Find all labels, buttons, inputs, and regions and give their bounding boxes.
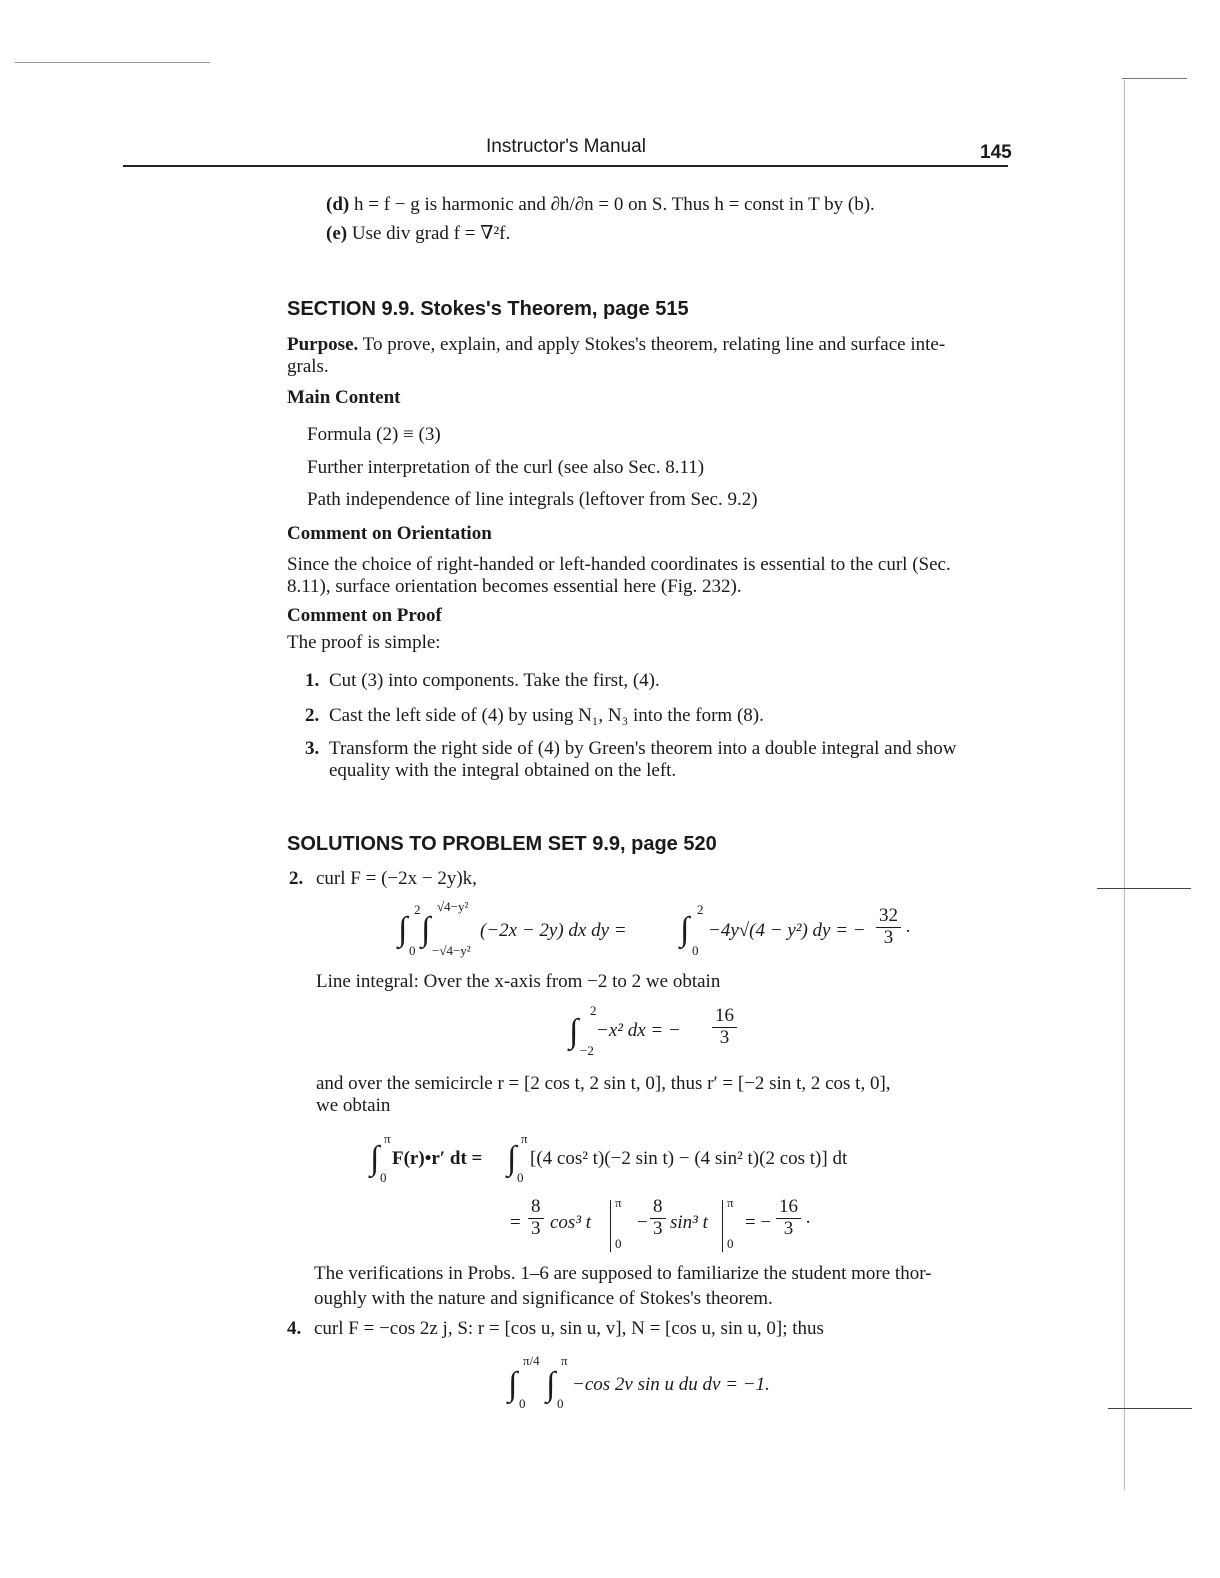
- item-d-label: (d): [326, 194, 350, 215]
- p4-limit-upper-outer: π/4: [523, 1353, 540, 1368]
- verifications-line-2: oughly with the nature and significance of Stokes's theorem.: [314, 1288, 773, 1309]
- p2-double-integrand: (−2x − 2y) dx dy =: [480, 920, 627, 941]
- result-frac2-num: 8: [650, 1197, 666, 1219]
- proof-step-2-num: 2.: [305, 705, 320, 726]
- p2-frac-den: 3: [883, 926, 894, 948]
- result-frac-3: [776, 1197, 811, 1240]
- p2-single-integrand: −4y√(4 − y²) dy = −: [708, 920, 866, 941]
- semicircle-line-2: we obtain: [316, 1095, 391, 1116]
- p2-limit-upper-inner: √4−y²: [437, 899, 469, 914]
- proof-intro: The proof is simple:: [287, 632, 441, 653]
- p4-integral-sign-1: ∫: [508, 1366, 518, 1403]
- p2-limit-upper-single: 2: [697, 902, 704, 917]
- eval-upper-2: π: [727, 1195, 734, 1210]
- orientation-heading: Comment on Orientation: [287, 523, 492, 544]
- eval-lower-2: 0: [727, 1236, 734, 1251]
- x-integral-sign: ∫: [569, 1013, 579, 1050]
- main-content-heading: Main Content: [287, 387, 401, 408]
- result-frac1-num: 8: [528, 1197, 544, 1219]
- p4-limit-lower-inner: 0: [557, 1396, 564, 1411]
- purpose-line-1: [287, 334, 945, 356]
- f-integral-sign-1: ∫: [370, 1140, 380, 1177]
- item-e: [326, 222, 510, 245]
- item-d: [326, 194, 875, 216]
- main-content-item-3: Path independence of line integrals (leftover from Sec. 9.2): [307, 489, 758, 510]
- verifications-line-1: The verifications in Probs. 1–6 are supposed to familiarize the student more thor-: [314, 1263, 932, 1284]
- problem-4-text: curl F = −cos 2z j, S: r = [cos u, sin u, v], N = [cos u, sin u, 0]; thus: [314, 1318, 824, 1339]
- proof-step-3-text-1: Transform the right side of (4) by Green's theorem into a double integral and show: [329, 738, 957, 759]
- f-limit-lower-1: 0: [380, 1170, 387, 1185]
- purpose-line-2: grals.: [287, 356, 329, 377]
- running-header-title: Instructor's Manual: [486, 136, 646, 157]
- line-integral-text: Line integral: Over the x-axis from −2 to 2 we obtain: [316, 971, 721, 992]
- proof-step-1-text: Cut (3) into components. Take the first, (4).: [329, 670, 660, 691]
- scan-artifact-top-left: [15, 62, 210, 63]
- x-frac-num: 16: [712, 1006, 737, 1028]
- result-frac3-den: 3: [783, 1217, 794, 1239]
- result-sin: sin³ t: [670, 1212, 708, 1233]
- x-limit-upper: 2: [590, 1003, 597, 1018]
- p4-limit-lower-outer: 0: [519, 1396, 526, 1411]
- result-period: .: [801, 1206, 811, 1228]
- p2-single-integral-sign: ∫: [680, 911, 690, 948]
- purpose-label: Purpose.: [287, 334, 359, 355]
- eval-lower-1: 0: [615, 1236, 622, 1251]
- problem-2-curl: curl F = (−2x − 2y)k,: [316, 868, 477, 889]
- solutions-heading: SOLUTIONS TO PROBLEM SET 9.9, page 520: [287, 833, 717, 855]
- x-limit-lower: −2: [580, 1043, 594, 1058]
- result-frac1-den: 3: [531, 1217, 541, 1239]
- p2-result-fraction: [876, 906, 911, 949]
- section-heading: SECTION 9.9. Stokes's Theorem, page 515: [287, 298, 689, 320]
- proof-step-3-num: 3.: [305, 738, 320, 759]
- p2-double-integral-sign-2: ∫: [421, 911, 431, 948]
- p2-limit-upper-outer: 2: [414, 902, 421, 917]
- f-integral-lhs: F(r)•r′ dt =: [392, 1148, 483, 1169]
- item-e-text: Use div grad f = ∇²f.: [351, 223, 511, 244]
- f-limit-lower-2: 0: [517, 1170, 524, 1185]
- page-number: 145: [980, 142, 1012, 163]
- result-frac2-den: 3: [653, 1217, 663, 1239]
- item-e-label: (e): [326, 223, 348, 244]
- result-minus: −: [637, 1212, 648, 1233]
- problem-2-num: 2.: [289, 868, 304, 889]
- proof-heading: Comment on Proof: [287, 605, 442, 626]
- p4-integrand: −cos 2v sin u du dv = −1.: [572, 1374, 770, 1395]
- eval-upper-1: π: [615, 1195, 622, 1210]
- eval-bar-1: [610, 1200, 611, 1252]
- header-rule: [123, 165, 1008, 167]
- x-frac-den: 3: [719, 1026, 730, 1048]
- p4-integral-sign-2: ∫: [546, 1366, 556, 1403]
- orientation-line-2: 8.11), surface orientation becomes essential here (Fig. 232).: [287, 576, 742, 597]
- p2-frac-period: .: [901, 915, 911, 937]
- result-frac-1: [528, 1197, 544, 1240]
- x-result-fraction: [712, 1006, 737, 1049]
- eval-bar-2: [722, 1200, 723, 1252]
- scan-artifact-right-mid: [1097, 888, 1191, 889]
- p4-limit-upper-inner: π: [561, 1353, 568, 1368]
- x-integrand: −x² dx = −: [596, 1020, 681, 1041]
- p2-limit-lower-outer: 0: [409, 943, 416, 958]
- p2-frac-num: 32: [876, 906, 901, 928]
- scan-artifact-right-bottom: [1108, 1408, 1192, 1409]
- scan-right-vertical: [1124, 80, 1125, 1490]
- f-integral-rhs: [(4 cos² t)(−2 sin t) − (4 sin² t)(2 cos t)] dt: [530, 1148, 848, 1169]
- proof-step-2-text: Cast the left side of (4) by using N₁, N₃ into the form (8).: [329, 705, 764, 726]
- result-frac3-num: 16: [776, 1197, 801, 1219]
- proof-step-3-text-2: equality with the integral obtained on the left.: [329, 760, 677, 781]
- result-eq-2: = −: [745, 1212, 772, 1233]
- p2-limit-lower-single: 0: [692, 943, 699, 958]
- main-content-item-1: Formula (2) ≡ (3): [307, 424, 441, 445]
- semicircle-line-1: and over the semicircle r = [2 cos t, 2 sin t, 0], thus r′ = [−2 sin t, 2 cos t, 0],: [316, 1073, 891, 1094]
- purpose-text-1: To prove, explain, and apply Stokes's theorem, relating line and surface inte-: [362, 334, 946, 355]
- p2-limit-lower-inner: −√4−y²: [432, 943, 471, 958]
- result-frac-2: [650, 1197, 666, 1240]
- main-content-item-2: Further interpretation of the curl (see also Sec. 8.11): [307, 457, 705, 478]
- result-cos: cos³ t: [550, 1212, 592, 1233]
- f-limit-upper-2: π: [521, 1131, 528, 1146]
- scan-artifact-right-top: [1122, 78, 1187, 79]
- orientation-line-1: Since the choice of right-handed or left-handed coordinates is essential to the curl (Sec.: [287, 554, 951, 575]
- proof-step-1-num: 1.: [305, 670, 320, 691]
- item-d-text: h = f − g is harmonic and ∂h/∂n = 0 on S. Thus h = const in T by (b).: [353, 194, 875, 215]
- f-integral-sign-2: ∫: [507, 1140, 517, 1177]
- result-eq: =: [510, 1212, 521, 1233]
- f-limit-upper-1: π: [384, 1131, 391, 1146]
- problem-4-num: 4.: [287, 1318, 302, 1339]
- p2-double-integral-sign-1: ∫: [398, 911, 408, 948]
